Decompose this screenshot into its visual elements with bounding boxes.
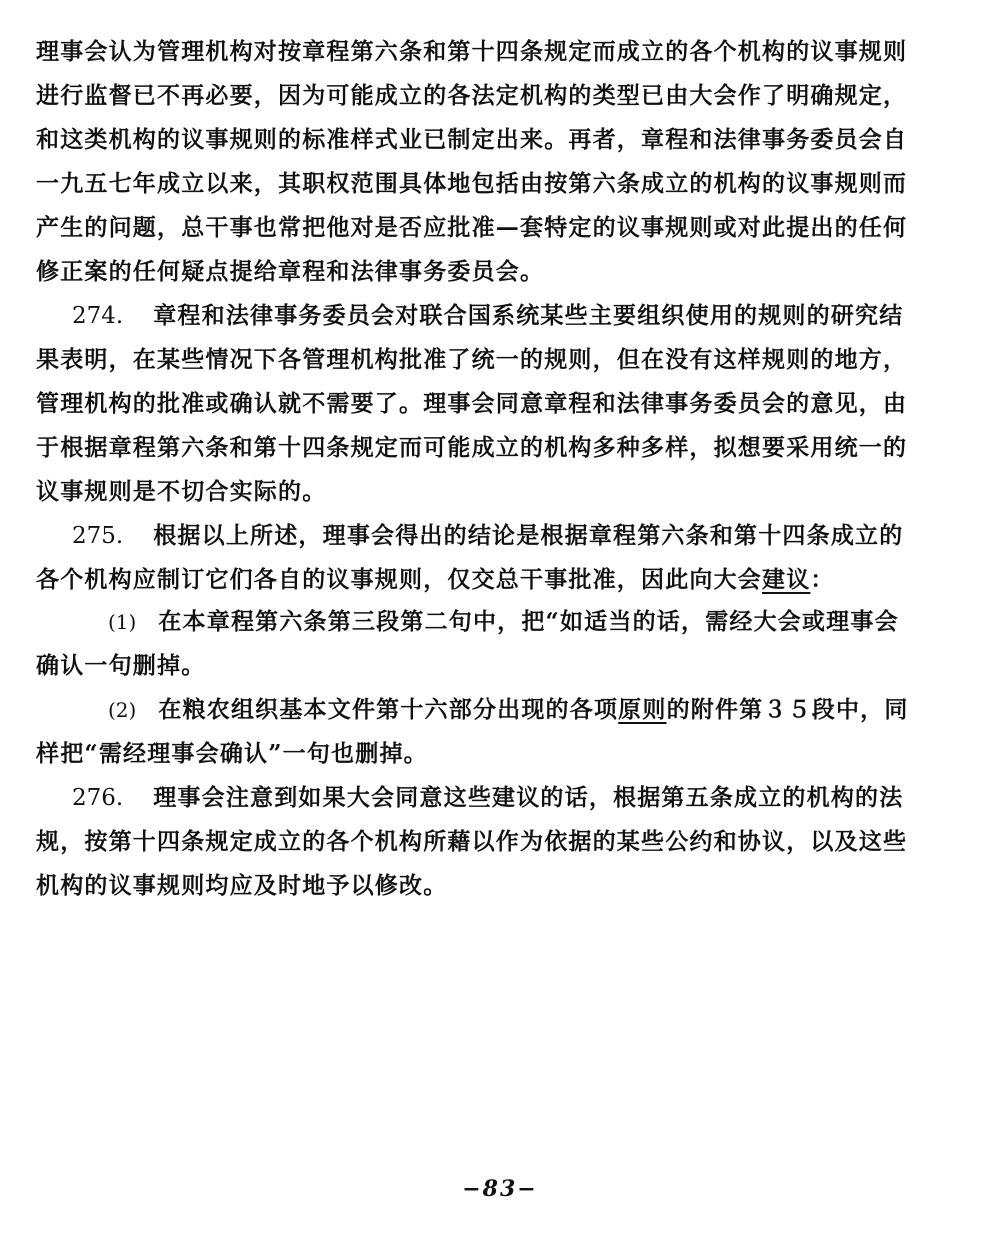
page-number: −83− — [462, 1176, 538, 1202]
text-line: 产生的问题，总干事也常把他对是否应批准—套特定的议事规则或对此提出的任何 — [36, 214, 908, 241]
text-span: 章程和法律事务委员会对联合国系统某些主要组织使用的规则的研究结 — [153, 302, 904, 329]
text-span: 理事会注意到如果大会同意这些建议的话，根据第五条成立的机构的法 — [153, 784, 904, 811]
text-line: 于根据章程第六条和第十四条规定而可能成立的机构多种多样，拟想要采用统一的 — [36, 434, 908, 461]
text-line: 果表明，在某些情况下各管理机构批准了统一的规则，但在没有这样规则的地方， — [36, 346, 908, 373]
text-line — [36, 688, 926, 732]
list-item-2 — [36, 688, 926, 776]
text-span: 在粮农组织基本文件第十六部分出现的各项 — [158, 696, 619, 723]
paragraph-number: 274. — [72, 303, 124, 329]
underlined-text: 原则 — [618, 696, 667, 723]
paragraph-275 — [36, 514, 926, 602]
text-line: 理事会认为管理机构对按章程第六条和第十四条规定而成立的各个机构的议事规则 — [36, 38, 908, 65]
text-line — [36, 558, 926, 602]
text-span: 根据以上所述，理事会得出的结论是根据章程第六条和第十四条成立的 — [153, 522, 904, 549]
list-item-1 — [36, 600, 926, 688]
text-span: 的附件第３５段中，同 — [666, 696, 909, 723]
paragraph-number: 275. — [72, 523, 124, 549]
text-line — [36, 776, 926, 820]
text-line: 规，按第十四条规定成立的各个机构所藉以作为依据的某些公约和协议，以及这些 — [36, 828, 908, 855]
underlined-text: 建议 — [762, 566, 811, 593]
text-line: 机构的议事规则均应及时地予以修改。 — [36, 872, 448, 899]
text-span: ： — [810, 566, 835, 593]
text-line — [36, 600, 926, 644]
text-line: 确认一句删掉。 — [36, 652, 206, 679]
item-number: (1) — [108, 610, 137, 634]
item-number: (2) — [108, 698, 137, 722]
text-line: 议事规则是不切合实际的。 — [36, 478, 327, 505]
text-line: 管理机构的批准或确认就不需要了。理事会同意章程和法律事务委员会的意见，由 — [36, 390, 908, 417]
text-line: 进行监督已不再必要，因为可能成立的各法定机构的类型已由大会作了明确规定， — [36, 82, 908, 109]
paragraph-273 — [36, 30, 926, 294]
paragraph-274 — [36, 294, 926, 514]
text-line: 修正案的任何疑点提给章程和法律事务委员会。 — [36, 258, 545, 285]
text-span: 在本章程第六条第三段第二句中，把“如适当的话，需经大会或理事会 — [158, 608, 899, 635]
text-span: 各个机构应制订它们各自的议事规则，仅交总干事批准，因此向大会 — [36, 566, 762, 593]
text-line — [36, 294, 926, 338]
text-line — [36, 514, 926, 558]
text-line: 一九五七年成立以来，其职权范围具体地包括由按第六条成立的机构的议事规则而 — [36, 170, 908, 197]
text-line: 和这类机构的议事规则的标准样式业已制定出来。再者，章程和法律事务委员会自 — [36, 126, 908, 153]
text-line: 样把“需经理事会确认”一句也删掉。 — [36, 740, 428, 767]
paragraph-276 — [36, 776, 926, 908]
paragraph-number: 276. — [72, 785, 124, 811]
